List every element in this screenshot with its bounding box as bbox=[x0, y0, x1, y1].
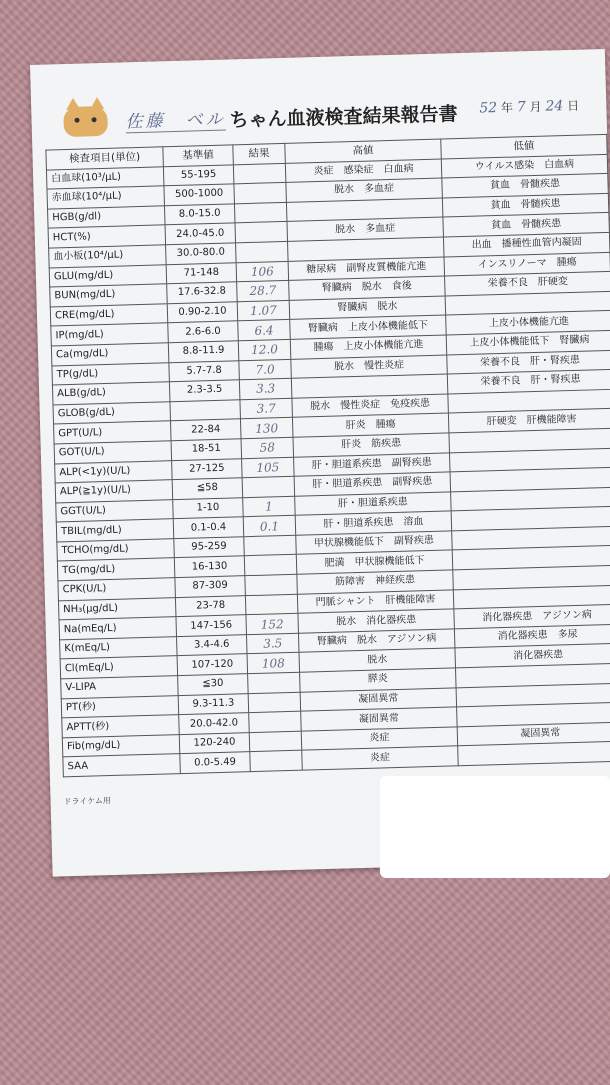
cell-high: 糖尿病 副腎皮質機能亢進 bbox=[288, 257, 444, 281]
cell-high: 脱水 慢性炎症 bbox=[291, 355, 447, 379]
cell-result: 58 bbox=[241, 437, 294, 458]
cell-result bbox=[234, 202, 287, 223]
cell-ref: 18-51 bbox=[171, 439, 242, 461]
cell-result: 3.3 bbox=[239, 378, 292, 399]
cell-result bbox=[235, 222, 288, 243]
cell-high: 脱水 多血症 bbox=[287, 217, 443, 241]
cell-ref: 16-130 bbox=[174, 556, 245, 578]
cat-logo-icon bbox=[63, 106, 108, 137]
cell-item: PT(秒) bbox=[61, 695, 179, 718]
cell-item: ALP(<1y)(U/L) bbox=[55, 460, 173, 483]
header-item: 検査項目(単位) bbox=[46, 147, 164, 170]
cell-result bbox=[236, 241, 289, 262]
header-reference: 基準値 bbox=[163, 145, 234, 167]
cell-ref: ≦30 bbox=[178, 674, 249, 696]
cell-low: 上皮小体機能低下 腎臓病 bbox=[446, 330, 610, 354]
cell-ref: 500-1000 bbox=[164, 184, 235, 206]
cell-result: 130 bbox=[240, 418, 293, 439]
cell-item: ALB(g/dL) bbox=[52, 382, 170, 405]
cell-high: 凝固異常 bbox=[300, 687, 456, 711]
cell-ref: 2.6-6.0 bbox=[168, 321, 239, 343]
cell-ref: 0.90-2.10 bbox=[167, 302, 238, 324]
cell-item: 血小板(10⁴/μL) bbox=[49, 245, 167, 268]
cell-high: 炎症 感染症 白血病 bbox=[285, 159, 441, 183]
cell-result bbox=[250, 751, 303, 772]
cell-ref: 1-10 bbox=[173, 497, 244, 519]
cell-low: 消化器疾患 多尿 bbox=[454, 624, 610, 648]
cell-item: HCT(%) bbox=[48, 225, 166, 248]
cell-result: 106 bbox=[236, 261, 289, 282]
cell-item: APTT(秒) bbox=[62, 715, 180, 738]
patient-name: 佐藤 ベル bbox=[125, 105, 226, 134]
cell-result bbox=[249, 711, 302, 732]
cell-item: Na(mEq/L) bbox=[59, 617, 177, 640]
cell-ref: 71-148 bbox=[166, 262, 237, 284]
cell-high: 腎臓病 脱水 食後 bbox=[289, 276, 445, 300]
cell-high: 肝炎 筋疾患 bbox=[293, 433, 449, 457]
cell-result bbox=[249, 731, 302, 752]
date-month-unit: 月 bbox=[529, 99, 542, 115]
cell-low: 栄養不良 肝・腎疾患 bbox=[447, 350, 610, 374]
cell-high: 腎臓病 脱水 bbox=[289, 296, 445, 320]
cell-high: 肝・胆道系疾患 bbox=[295, 492, 451, 516]
cell-ref: 107-120 bbox=[177, 654, 248, 676]
cell-result bbox=[233, 163, 286, 184]
cell-low: 栄養不良 肝・腎疾患 bbox=[447, 369, 610, 393]
cell-high: 肥満 甲状腺機能低下 bbox=[296, 550, 452, 574]
cell-item: 白血球(10³/μL) bbox=[46, 166, 164, 189]
results-table bbox=[45, 134, 610, 777]
cell-item: BUN(mg/dL) bbox=[50, 284, 168, 307]
cell-result bbox=[244, 535, 297, 556]
cell-ref: 8.8-11.9 bbox=[168, 341, 239, 363]
date-month: 7 bbox=[516, 99, 527, 116]
cell-item: TBIL(mg/dL) bbox=[56, 519, 174, 542]
cell-item: HGB(g/dl) bbox=[48, 206, 166, 229]
cell-ref: 9.3-11.3 bbox=[178, 693, 249, 715]
cell-item: Cl(mEq/L) bbox=[60, 656, 178, 679]
cell-ref: 24.0-45.0 bbox=[165, 223, 236, 245]
cell-high: 肝・胆道系疾患 副腎疾患 bbox=[294, 452, 450, 476]
cell-ref: 147-156 bbox=[176, 615, 247, 637]
cell-high: 脱水 消化器疾患 bbox=[298, 609, 454, 633]
cell-ref: 0.0-5.49 bbox=[180, 752, 251, 774]
cell-low: 栄養不良 肝硬変 bbox=[445, 272, 610, 296]
cell-item: SAA bbox=[63, 754, 181, 777]
cell-low: 肝硬変 肝機能障害 bbox=[448, 409, 610, 433]
cell-item: IP(mg/dL) bbox=[51, 323, 169, 346]
cell-result: 12.0 bbox=[238, 339, 291, 360]
cell-high: 脱水 bbox=[299, 648, 455, 672]
cell-item: K(mEq/L) bbox=[60, 636, 178, 659]
cell-ref: 20.0-42.0 bbox=[179, 713, 250, 735]
cell-item: Fib(mg/dL) bbox=[62, 734, 180, 757]
cell-high: 炎症 bbox=[301, 727, 457, 751]
cell-result bbox=[248, 672, 301, 693]
footnote: ドライケム用 bbox=[63, 796, 111, 807]
cell-ref: 17.6-32.8 bbox=[167, 282, 238, 304]
cell-high: 肝炎 腫瘍 bbox=[292, 413, 448, 437]
date-year-unit: 年 bbox=[500, 100, 514, 115]
cell-result bbox=[245, 594, 298, 615]
cell-low: 消化器疾患 bbox=[455, 644, 610, 668]
cell-high: 腫瘍 上皮小体機能亢進 bbox=[290, 335, 446, 359]
date-day: 24 bbox=[545, 98, 564, 115]
cell-ref: 120-240 bbox=[179, 732, 250, 754]
cell-result: 152 bbox=[246, 613, 299, 634]
cell-low bbox=[458, 742, 610, 766]
cell-item: 赤血球(10⁴/μL) bbox=[47, 186, 165, 209]
cell-low: 貧血 骨髄疾患 bbox=[442, 193, 608, 217]
cell-result bbox=[234, 183, 287, 204]
cell-low: 貧血 骨髄疾患 bbox=[442, 174, 608, 198]
cell-item: Ca(mg/dL) bbox=[51, 343, 169, 366]
cell-result: 28.7 bbox=[237, 281, 290, 302]
cell-ref: 0.1-0.4 bbox=[173, 517, 244, 539]
cell-result: 1.07 bbox=[237, 300, 290, 321]
cell-high: 脱水 多血症 bbox=[286, 178, 442, 202]
cell-result: 3.7 bbox=[240, 398, 293, 419]
cell-high: 肝・胆道系疾患 溶血 bbox=[295, 511, 451, 535]
cell-result: 3.5 bbox=[246, 633, 299, 654]
header-high: 高値 bbox=[285, 139, 441, 163]
cell-low: インスリノーマ 腫瘍 bbox=[444, 252, 610, 276]
report-title: ちゃん血液検査結果報告書 bbox=[229, 103, 458, 132]
cell-result bbox=[244, 555, 297, 576]
cell-item: GPT(U/L) bbox=[54, 421, 172, 444]
cell-result bbox=[248, 692, 301, 713]
cell-low: 消化器疾患 アジソン病 bbox=[454, 604, 610, 628]
cell-result: 105 bbox=[242, 457, 295, 478]
cell-high: 膵炎 bbox=[300, 668, 456, 692]
cell-item: GOT(U/L) bbox=[54, 441, 172, 464]
cell-result: 1 bbox=[243, 496, 296, 517]
cell-high: 炎症 bbox=[302, 746, 458, 770]
cell-high: 凝固異常 bbox=[301, 707, 457, 731]
header-low: 低値 bbox=[441, 134, 607, 158]
cell-item: GLU(mg/dL) bbox=[49, 264, 167, 287]
cell-ref: 23-78 bbox=[175, 595, 246, 617]
report-sheet bbox=[30, 49, 610, 877]
cell-result bbox=[245, 574, 298, 595]
date-day-unit: 日 bbox=[566, 98, 580, 114]
date-year: 52 bbox=[479, 99, 498, 117]
cell-item: TCHO(mg/dL) bbox=[57, 539, 175, 562]
cell-ref: 22-84 bbox=[170, 419, 241, 441]
cell-item: GLOB(g/dL) bbox=[53, 401, 171, 424]
cell-low: ウイルス感染 白血病 bbox=[441, 154, 607, 178]
cell-item: CRE(mg/dL) bbox=[50, 304, 168, 327]
cell-ref bbox=[170, 399, 241, 421]
cell-item: NH₃(μg/dL) bbox=[58, 597, 176, 620]
cell-ref: 3.4-4.6 bbox=[177, 635, 248, 657]
cell-ref: 8.0-15.0 bbox=[164, 204, 235, 226]
cell-ref: 95-259 bbox=[174, 537, 245, 559]
cell-result: 7.0 bbox=[239, 359, 292, 380]
cell-high: 門脈シャント 肝機能障害 bbox=[297, 590, 453, 614]
cell-ref: 2.3-3.5 bbox=[169, 380, 240, 402]
report-header bbox=[31, 84, 607, 140]
cell-item: GGT(U/L) bbox=[56, 499, 174, 522]
cell-low: 出血 播種性血管内凝固 bbox=[443, 232, 609, 256]
cell-low: 凝固異常 bbox=[457, 722, 610, 746]
cell-high: 腎臓病 脱水 アジソン病 bbox=[298, 629, 454, 653]
cell-high: 肝・胆道系疾患 副腎疾患 bbox=[294, 472, 450, 496]
cell-result bbox=[242, 476, 295, 497]
header-result: 結果 bbox=[233, 143, 286, 164]
cell-low: 貧血 骨髄疾患 bbox=[443, 213, 609, 237]
cell-ref: 55-195 bbox=[163, 164, 234, 186]
cell-result: 0.1 bbox=[243, 516, 296, 537]
redaction-box bbox=[380, 776, 610, 878]
cell-ref: 87-309 bbox=[175, 576, 246, 598]
cell-result: 108 bbox=[247, 653, 300, 674]
cell-item: CPK(U/L) bbox=[58, 578, 176, 601]
cell-high: 腎臓病 上皮小体機能低下 bbox=[290, 315, 446, 339]
cell-ref: 27-125 bbox=[172, 458, 243, 480]
cell-low: 上皮小体機能亢進 bbox=[446, 311, 610, 335]
cell-item: ALP(≧1y)(U/L) bbox=[55, 480, 173, 503]
cell-result: 6.4 bbox=[238, 320, 291, 341]
cell-ref: ≦58 bbox=[172, 478, 243, 500]
cell-high: 筋障害 神経疾患 bbox=[297, 570, 453, 594]
cell-high: 甲状腺機能低下 副腎疾患 bbox=[296, 531, 452, 555]
cell-high: 脱水 慢性炎症 免疫疾患 bbox=[292, 394, 448, 418]
cell-item: TG(mg/dL) bbox=[57, 558, 175, 581]
cell-ref: 30.0-80.0 bbox=[166, 243, 237, 265]
cell-item: TP(g/dL) bbox=[52, 362, 170, 385]
cell-item: V-LIPA bbox=[61, 676, 179, 699]
report-date bbox=[479, 97, 579, 117]
cell-ref: 5.7-7.8 bbox=[169, 360, 240, 382]
